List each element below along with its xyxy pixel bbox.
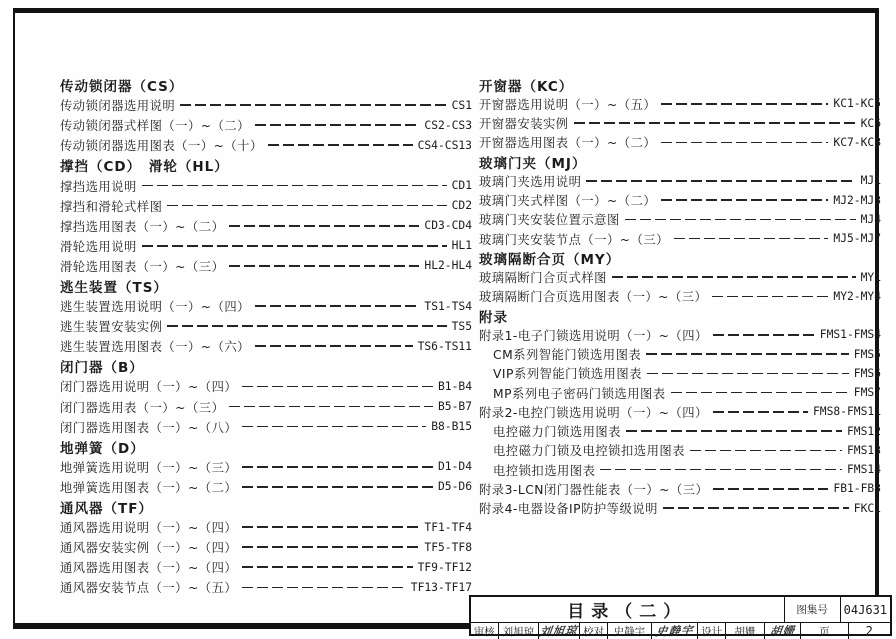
- toc-page-code: FMS7: [853, 386, 881, 400]
- dash-leader: [242, 526, 419, 528]
- toc-page-code: KC6: [860, 116, 881, 130]
- toc-section-title: 附录: [479, 309, 508, 326]
- toc-page-code: D1-D4: [437, 460, 472, 474]
- toc-row: [479, 325, 881, 344]
- toc-page-code: FKC1: [853, 501, 881, 515]
- toc-page-code: D5-D6: [437, 480, 472, 494]
- designer-label: 设计: [697, 623, 725, 639]
- toc-item-label: CM系列智能门锁选用图表: [493, 348, 642, 363]
- toc-page-code: TF9-TF12: [417, 560, 472, 574]
- reviewer-signature: 刘旭琼: [539, 623, 579, 639]
- toc-row: [60, 256, 472, 276]
- toc-column-right: [479, 75, 881, 518]
- dash-leader: [242, 546, 419, 548]
- toc-page-code: TF5-TF8: [424, 540, 472, 554]
- toc-item-label: 开窗器选用说明（一）~（五）: [479, 97, 657, 112]
- toc-section-title: 闭门器（B）: [60, 360, 144, 377]
- toc-page-code: CS1: [451, 98, 472, 112]
- toc-section-title: 通风器（TF）: [60, 501, 153, 518]
- toc-section-title: 玻璃隔断合页（MY）: [479, 251, 621, 268]
- toc-page-code: TF1-TF4: [424, 520, 472, 534]
- toc-page-code: MY1: [860, 270, 881, 284]
- dash-leader: [229, 225, 419, 227]
- dash-leader: [242, 486, 433, 488]
- toc-page-code: CS4-CS13: [417, 138, 472, 152]
- dash-leader: [242, 466, 433, 468]
- dash-leader: [713, 411, 808, 413]
- dash-leader: [647, 373, 849, 375]
- toc-page-code: MY2-MY4: [833, 289, 881, 303]
- toc-item-label: 附录4-电器设备IP防护等级说明: [479, 502, 658, 517]
- dash-leader: [671, 392, 849, 394]
- toc-row: [479, 479, 881, 498]
- toc-page-code: MJ4: [860, 212, 881, 226]
- reviewer-label: 审核: [473, 625, 495, 638]
- toc-section-header: [479, 248, 881, 267]
- toc-page-code: CS2-CS3: [424, 118, 472, 132]
- toc-item-label: 玻璃隔断门合页选用图表（一）~（三）: [479, 290, 708, 305]
- toc-page-code: TS5: [451, 319, 472, 333]
- dash-leader: [268, 144, 413, 146]
- toc-item-label: 地弹簧选用说明（一）~（三）: [60, 460, 238, 475]
- dash-leader: [229, 406, 433, 408]
- page-frame: [13, 8, 888, 639]
- toc-section-header: [479, 306, 881, 325]
- title-block-bottom-row: [471, 623, 890, 639]
- atlas-number-value: 04J631: [840, 597, 890, 622]
- dash-leader: [242, 426, 426, 428]
- toc-item-label: 通风器安装节点（一）~（五）: [60, 581, 238, 596]
- title-block-top-row: [471, 597, 890, 623]
- toc-item-label: VIP系列智能门锁选用图表: [493, 367, 642, 382]
- toc-item-label: 闭门器选用图表（一）~（八）: [60, 420, 238, 435]
- toc-item-label: 通风器安装实例（一）~（四）: [60, 541, 238, 556]
- toc-item-label: 逃生装置选用说明（一）~（四）: [60, 300, 250, 315]
- dash-leader: [180, 104, 446, 106]
- toc-row: [479, 133, 881, 152]
- toc-section-title: 撑挡（CD） 滑轮（HL）: [60, 159, 229, 176]
- toc-item-label: 通风器选用说明（一）~（四）: [60, 521, 238, 536]
- toc-row: [60, 175, 472, 195]
- toc-page-code: CD3-CD4: [424, 219, 472, 233]
- toc-page-code: MJ1: [860, 174, 881, 188]
- designer-name: 胡姗: [725, 623, 763, 639]
- reviewer-name: 刘旭琼: [498, 623, 539, 639]
- toc-page-code: FB1-FB3: [833, 482, 881, 496]
- toc-row: [479, 422, 881, 441]
- proofreader-label: 校对: [579, 623, 607, 639]
- toc-page-code: TS6-TS11: [417, 339, 472, 353]
- toc-page-code: KC7-KC8: [833, 135, 881, 149]
- toc-item-label: 滑轮选用图表（一）~（三）: [60, 259, 225, 274]
- toc-item-label: 地弹簧选用图表（一）~（二）: [60, 480, 238, 495]
- toc-item-label: 闭门器选用表（一）~（三）: [60, 400, 225, 415]
- dash-leader: [242, 386, 433, 388]
- toc-page-code: FMS14: [846, 463, 881, 477]
- toc-page-code: TS1-TS4: [424, 299, 472, 313]
- toc-section-header: [479, 152, 881, 171]
- toc-page-code: KC1-KC5: [833, 97, 881, 111]
- toc-page-code: HL1: [451, 239, 472, 253]
- toc-item-label: 玻璃门夹选用说明: [479, 174, 582, 189]
- toc-item-label: 传动锁闭器式样图（一）~（二）: [60, 119, 250, 134]
- proofreader-name: 史静宇: [607, 623, 650, 639]
- toc-row: [479, 345, 881, 364]
- toc-row: [60, 477, 472, 497]
- toc-row: [479, 94, 881, 113]
- toc-section-header: [479, 75, 881, 94]
- toc-page-code: MJ5-MJ7: [833, 232, 881, 246]
- dash-leader: [674, 238, 828, 240]
- toc-section-title: 传动锁闭器（CS）: [60, 79, 184, 96]
- toc-row: [60, 296, 472, 316]
- toc-item-label: 通风器选用图表（一）~（四）: [60, 561, 238, 576]
- dash-leader: [167, 325, 446, 327]
- toc-row: [60, 557, 472, 577]
- toc-column-left: [60, 75, 472, 597]
- toc-row: [60, 397, 472, 417]
- atlas-number-label: 图集号: [784, 597, 840, 622]
- toc-page-code: B1-B4: [437, 379, 472, 393]
- toc-row: [479, 441, 881, 460]
- page-label: 页: [800, 623, 847, 639]
- toc-row: [60, 236, 472, 256]
- toc-page-code: FMS8-FMS11: [812, 405, 881, 419]
- toc-row: [479, 287, 881, 306]
- dash-leader: [167, 205, 446, 207]
- toc-row: [479, 364, 881, 383]
- toc-page-code: B8-B15: [431, 420, 472, 434]
- designer-signature-cell: [764, 623, 801, 639]
- toc-section-header: [60, 356, 472, 376]
- toc-item-label: 玻璃门夹式样图（一）~（二）: [479, 194, 657, 209]
- toc-row: [60, 196, 472, 216]
- toc-section-header: [60, 276, 472, 296]
- dash-leader: [242, 587, 406, 589]
- toc-item-label: 闭门器选用说明（一）~（四）: [60, 380, 238, 395]
- toc-item-label: 电控磁力门锁及电控锁扣选用图表: [493, 444, 685, 459]
- dash-leader: [574, 122, 856, 124]
- toc-item-label: 传动锁闭器选用图表（一）~（十）: [60, 139, 263, 154]
- toc-row: [479, 499, 881, 518]
- toc-page-code: MJ2-MJ3: [833, 193, 881, 207]
- toc-section-header: [60, 497, 472, 517]
- dash-leader: [142, 185, 447, 187]
- dash-leader: [142, 245, 447, 247]
- toc-page-code: HL2-HL4: [424, 259, 472, 273]
- toc-section-header: [60, 437, 472, 457]
- toc-page-code: CD1: [451, 179, 472, 193]
- dash-leader: [661, 142, 828, 144]
- toc-item-label: 玻璃门夹安装位置示意图: [479, 213, 620, 228]
- toc-row: [479, 171, 881, 190]
- toc-section-title: 逃生装置（TS）: [60, 279, 168, 296]
- toc-item-label: 电控磁力门锁选用图表: [493, 425, 621, 440]
- proofreader-signature: 史静宇: [654, 623, 694, 639]
- toc-row: [479, 229, 881, 248]
- proofreader-signature-cell: [651, 623, 698, 639]
- dash-leader: [586, 180, 855, 182]
- toc-page-code: FMS6: [853, 366, 881, 380]
- dash-leader: [229, 265, 419, 267]
- page-number: 2: [848, 623, 890, 639]
- toc-page-code: TF13-TF17: [410, 580, 472, 594]
- dash-leader: [713, 488, 828, 490]
- dash-leader: [661, 199, 828, 201]
- toc-row: [479, 460, 881, 479]
- toc-section-title: 开窗器（KC）: [479, 78, 574, 95]
- toc-row: [479, 210, 881, 229]
- toc-page-code: FMS12: [846, 424, 881, 438]
- toc-item-label: 附录1-电子门锁选用说明（一）~（四）: [479, 328, 708, 343]
- designer-signature: 胡姗: [768, 623, 796, 639]
- toc-row: [60, 316, 472, 336]
- toc-page-code: FMS5: [853, 347, 881, 361]
- toc-item-label: 开窗器选用图表（一）~（二）: [479, 136, 657, 151]
- dash-leader: [600, 469, 842, 471]
- toc-item-label: 撑挡选用说明: [60, 179, 137, 194]
- toc-row: [60, 537, 472, 557]
- toc-item-label: 玻璃门夹安装节点（一）~（三）: [479, 232, 669, 247]
- toc-item-label: 撑挡和滑轮式样图: [60, 199, 163, 214]
- title-block: [469, 595, 892, 639]
- toc-item-label: 附录3-LCN闭门器性能表（一）~（三）: [479, 482, 709, 497]
- toc-row: [60, 517, 472, 537]
- dash-leader: [242, 566, 412, 568]
- dash-leader: [713, 334, 815, 336]
- toc-item-label: 开窗器安装实例: [479, 117, 569, 132]
- toc-page-code: CD2: [451, 199, 472, 213]
- toc-item-label: 滑轮选用说明: [60, 239, 137, 254]
- dash-leader: [255, 305, 419, 307]
- toc-item-label: 玻璃隔断门合页式样图: [479, 271, 607, 286]
- dash-leader: [712, 296, 828, 298]
- toc-item-label: 附录2-电控门锁选用说明（一）~（四）: [479, 405, 708, 420]
- page-title: 目录（二）: [567, 602, 688, 622]
- toc-item-label: MP系列电子密码门锁选用图表: [493, 386, 666, 401]
- dash-leader: [661, 103, 828, 105]
- dash-leader: [255, 124, 419, 126]
- toc-row: [479, 268, 881, 287]
- toc-row: [479, 191, 881, 210]
- toc-page-code: B5-B7: [437, 400, 472, 414]
- toc-section-title: 地弹簧（D）: [60, 440, 145, 457]
- dash-leader: [690, 450, 842, 452]
- toc-row: [60, 135, 472, 155]
- toc-row: [60, 457, 472, 477]
- toc-item-label: 逃生装置选用图表（一）~（六）: [60, 340, 250, 355]
- toc-item-label: 电控锁扣选用图表: [493, 463, 596, 478]
- dash-leader: [646, 353, 849, 355]
- toc-section-header: [60, 75, 472, 95]
- toc-item-label: 传动锁闭器选用说明: [60, 99, 176, 114]
- toc-row: [479, 402, 881, 421]
- toc-row: [479, 114, 881, 133]
- dash-leader: [663, 507, 849, 509]
- toc-row: [60, 216, 472, 236]
- dash-leader: [626, 430, 842, 432]
- toc-page-code: FMS13: [846, 443, 881, 457]
- dash-leader: [255, 345, 413, 347]
- toc-section-title: 玻璃门夹（MJ）: [479, 155, 587, 172]
- reviewer-signature-cell: [538, 623, 579, 639]
- toc-row: [60, 417, 472, 437]
- toc-row: [60, 376, 472, 396]
- toc-row: [60, 115, 472, 135]
- toc-page-code: FMS1-FMS4: [819, 328, 881, 342]
- toc-item-label: 撑挡选用图表（一）~（二）: [60, 219, 225, 234]
- toc-row: [479, 383, 881, 402]
- toc-row: [60, 336, 472, 356]
- toc-row: [60, 577, 472, 597]
- toc-item-label: 逃生装置安装实例: [60, 320, 163, 335]
- dash-leader: [625, 219, 856, 221]
- toc-row: [60, 95, 472, 115]
- dash-leader: [612, 276, 856, 278]
- toc-section-header: [60, 155, 472, 175]
